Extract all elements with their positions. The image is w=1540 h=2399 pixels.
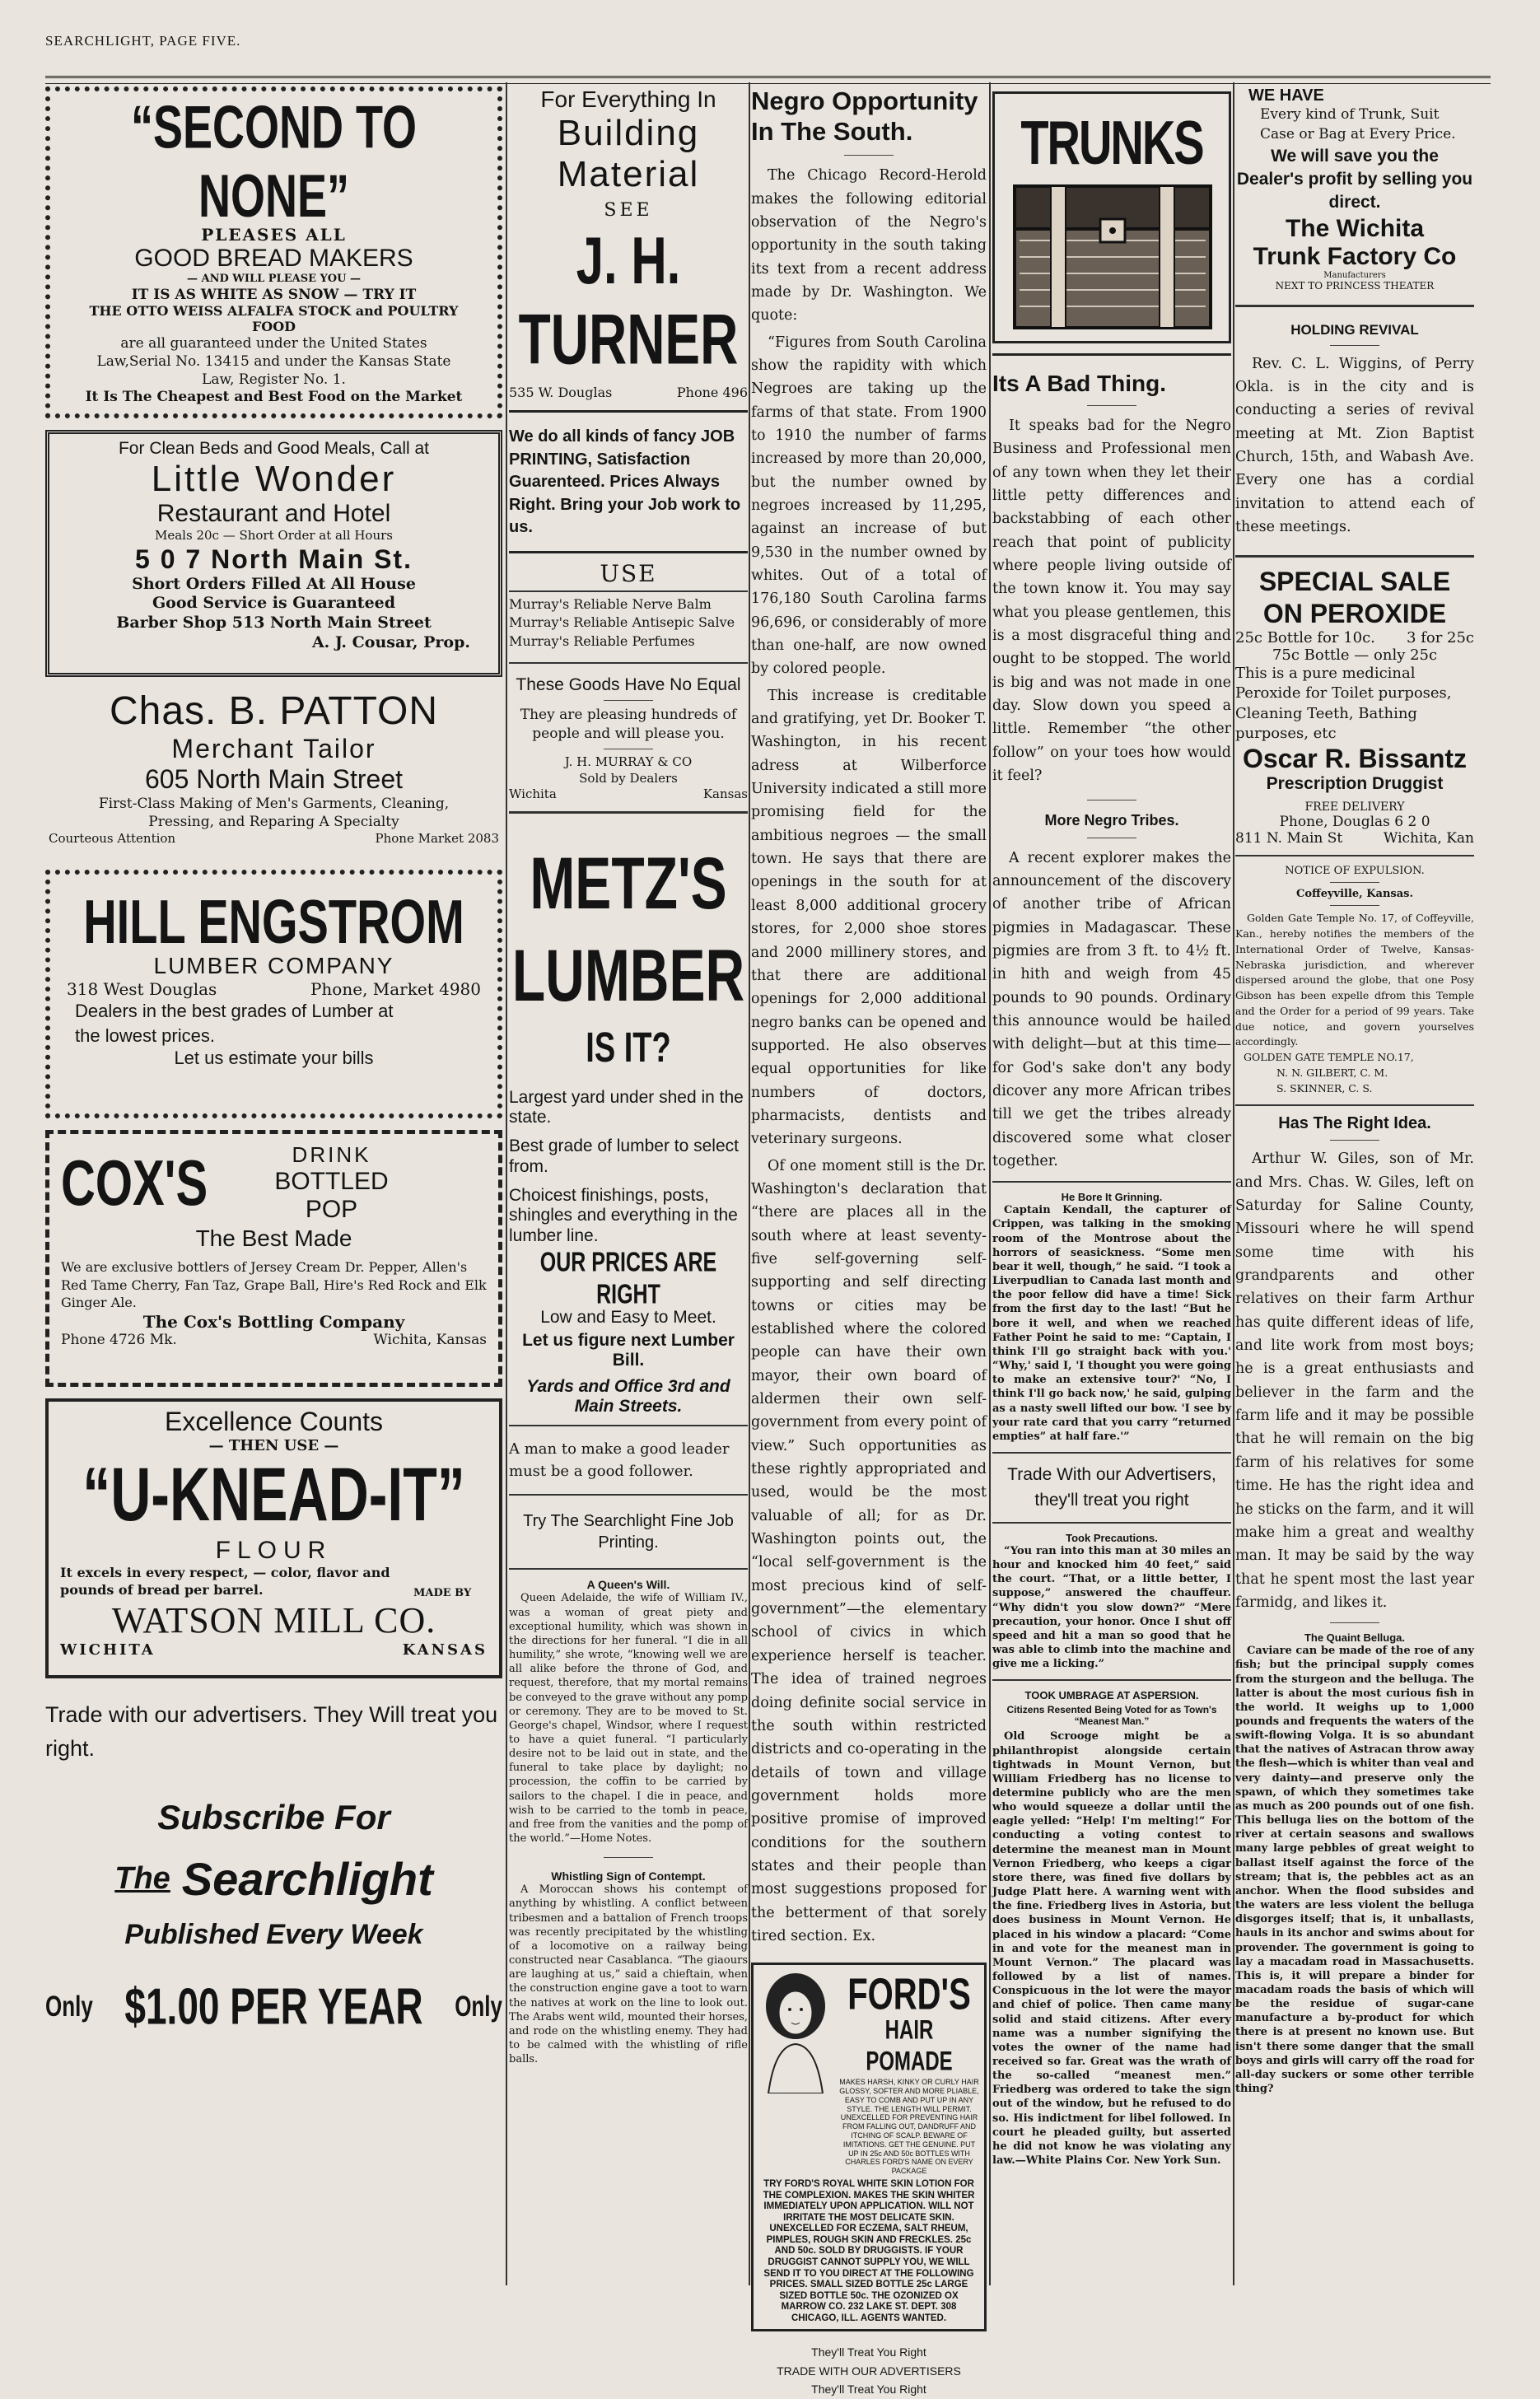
- article-body: Captain Kendall, the capturer of Crippen, was talking in the smoking room of the Montrose about the horrors of seasickness. “Some men bear it well, though,” he said. “I took a Liverpudlian to Canada last month and the poor fellow did have a time! Sick from the first day to the last! “But he bore it well, and when we reached Father Point he said to me: “Captain, I think I'll go straight back with you.' “Why,' said I, 'I thought you were going to make an extensive tour?' “No, I think I'll go back now,' he said, gulping as a nasty swell lifted our bow. 'I see by your rate card that you carry “returned empties” at half fare.'”: [992, 1204, 1231, 1443]
- peroxide-ad: [1235, 566, 1474, 847]
- little-wonder-ad: [45, 430, 502, 677]
- murray-ad: [509, 560, 748, 803]
- ad-text: 3 for 25c: [1407, 629, 1474, 647]
- ad-title: FORD'S: [847, 1970, 971, 2019]
- ad-title: TURNER: [518, 299, 739, 380]
- ad-title: HILL ENGSTROM: [83, 885, 464, 957]
- metz-lumber-ad: [509, 822, 748, 1417]
- footer-line: TRADE WITH OUR ADVERTISERS: [777, 2364, 961, 2378]
- subscribe-ad: [45, 1798, 502, 2036]
- ad-text: LUMBER COMPANY: [153, 953, 394, 978]
- ad-text: Building: [557, 113, 700, 153]
- ad-text: The Best Made: [195, 1225, 352, 1251]
- ad-text: Wichita, Kan: [1383, 830, 1474, 847]
- ad-title: ON PEROXIDE: [1262, 598, 1447, 628]
- ad-text: J. H. MURRAY & CO: [564, 754, 693, 770]
- ad-text: Every kind of Trunk, Suit Case or Bag at Every Price.: [1260, 106, 1456, 142]
- article-body: Caviare can be made of the roe of any fish; but the principal supply comes from the sturgeon and the belluga. The latter is about the most curious fish in the world. It weighs up to 1,000 pounds and frequents the waters of the swift-flowing Volga. It is so abundant that the natives of Astracan throw away the flesh—which is whiter than veal and very dainty—and preserve only the spawn, of which they sometimes take as much as 200 pounds out of one fish. This belluga lies on the bottom of the river at certain seasons and swallows many large pebbles of great weight to ballast itself against the force of the stream; that is, the pebbles act as an anchor. When the flood subsides and the waters are less violent the belluga disgorges itself; that is, it unballasts, hauls in its anchor and swims about for provender. The government is going to lay a macadam road in Massachusetts. This is, it will prepare a binder for macadam roads the basis of which will be the residue of sugar-cane manufacture a by-product for which there is at present no known use. But isn't there some danger that the small boys and girls will carry off the road for all-day suckers or some other terrible thing?: [1235, 1645, 1474, 2096]
- column-divider: [1233, 82, 1234, 2285]
- job-printing-ad: We do all kinds of fancy JOB PRINTING, Satisfaction Guarenteed. Prices Always Right. Bring your Job work to us.: [509, 410, 748, 553]
- article-headline: Negro Opportunity In The South.: [751, 86, 978, 146]
- ad-text: Phone 496: [676, 385, 748, 400]
- article-body: It speaks bad for the Negro Business and Professional men of any town when they let their little petty differences and backstabbing of each other reach that point of publicity where people living outside of the town know it. You may say what you please gentlemen, this is a most disgraceful thing and ought to be stopped. The world is big and was not made in one day. Slow down you speed a little. Remember “the other follow” on your toes how would it feel?: [992, 418, 1231, 785]
- ad-text: MADE BY: [413, 1586, 472, 1599]
- ad-text: Manufacturers: [1323, 270, 1386, 280]
- article-headline: More Negro Tribes.: [1044, 811, 1179, 828]
- ad-text: HAIR POMADE: [866, 2015, 953, 2077]
- ad-title: TRUNKS: [1020, 106, 1203, 178]
- ad-text: Best grade of lumber to select from.: [509, 1136, 739, 1176]
- ad-text: Prescription Druggist: [1266, 774, 1444, 794]
- ad-title: Searchlight: [181, 1853, 433, 1905]
- ad-text: Trunk Factory Co: [1253, 242, 1457, 270]
- ad-text: FREE DELIVERY: [1304, 800, 1405, 814]
- ad-text: TRY FORD'S ROYAL WHITE SKIN LOTION FOR THE COMPLEXION. MAKES THE SKIN WHITER IMMEDIATELY UPON APPLICATION. WILL NOT IRRITATE THE MOST DELICATE SKIN. UNEXCELLED FOR ECZEMA, SALT RHEUM, PIMPLES, ROUGH SKIN AND FRECKLES. 25c AND 50c. SOLD BY DRUGGISTS. IF YOUR DRUGGIST CANNOT SUPPLY YOU, WE WILL SEND IT TO YOU DIRECT AT THE FOLLOWING PRICES. SMALL SIZED BOTTLE 25c LARGE SIZED BOTTLE 50c. THE OZONIZED OX MARROW CO. 232 LAKE ST. DEPT. 308 CHICAGO, ILL. AGENTS WANTED.: [763, 2179, 975, 2323]
- ad-text: Choicest finishings, posts, shingles and everything in the lumber line.: [509, 1185, 738, 1246]
- otto-weiss-ad: [45, 86, 502, 418]
- article-subtitle: Coffeyville, Kansas.: [1296, 888, 1413, 901]
- ad-title: Little Wonder: [151, 459, 397, 499]
- column-divider: [989, 82, 991, 2285]
- ad-text: It Is The Cheapest and Best Food on the Market: [85, 389, 463, 406]
- ad-text: First-Class Making of Men's Garments, Cleaning, Pressing, and Reparing A Specialty: [98, 796, 450, 831]
- ad-text: Barber Shop 513 North Main Street: [116, 614, 432, 632]
- trunks-ad-illustration: [992, 91, 1231, 343]
- ad-text: THE OTTO WEISS ALFALFA STOCK and POULTRY FOOD: [89, 302, 459, 334]
- turner-ad: [509, 86, 748, 400]
- ad-text: Let us estimate your bills: [174, 1048, 374, 1069]
- ad-text: Sold by Dealers: [579, 770, 678, 786]
- ad-text: 811 N. Main St: [1235, 830, 1343, 847]
- ad-text: BOTTLED: [274, 1168, 389, 1195]
- footer-line: They'll Treat You Right: [811, 2345, 926, 2359]
- article-paragraph: This increase is creditable and gratifying, yet Dr. Booker T. Washington, in his recent adress at Wilberforce University indicated a still more promising field for the ambitious negroes — the small town. He says that there are openings in the south for at least 8,000 additional grocery stores, for 2,000 shoe stores and 2000 millinery stores, and that there are additional openings for 2,000 additional negro banks can be opened and supported. He also observes equal opportunities for like numbers of doctors, pharmacists, dentists and veterinary surgeons.: [751, 687, 987, 1148]
- cox-bottling-ad: [45, 1130, 502, 1387]
- ad-text: The: [114, 1861, 170, 1896]
- ad-title: SPECIAL SALE: [1258, 567, 1451, 597]
- ad-text: SEE: [604, 200, 653, 221]
- article-body: [751, 164, 987, 1948]
- product-line: Murray's Reliable Nerve Balm: [509, 595, 712, 612]
- ad-title: METZ'S: [530, 841, 727, 924]
- ad-text: MAKES HARSH, KINKY OR CURLY HAIR GLOSSY, SOFTER AND MORE PLIABLE, EASY TO COMB AND PUT UP IN ANY STYLE. THE LENGTH WILL PERMIT. UNEXCELLED FOR PREVENTING HAIR FROM FALLING OUT, DANDRUFF AND ITCHING OF SCALP. BEWARE OF IMITATIONS. GET THE GENUINE. PUT UP IN 25c AND 50c BOTTLES WITH CHARLES FORD'S NAME ON EVERY PACKAGE: [839, 2078, 979, 2176]
- ad-text: Phone Market 2083: [375, 831, 499, 847]
- ad-text: For Everything In: [540, 86, 716, 112]
- ad-text: Courteous Attention: [49, 831, 176, 847]
- column-3: [751, 86, 987, 2397]
- ad-text: NEXT TO PRINCESS THEATER: [1275, 279, 1435, 292]
- column-5: [1235, 86, 1474, 2285]
- article-body: A recent explorer makes the announcement of the discovery of another tribe of African pigmies in Madagascar. These pigmies are from 3 ft. to 4½ ft. in hith and weigh from 45 pounds to 90 pounds. Ordinary this announce would be hailed with delight—but at this time—for God's sake don't any body dicover any more African tribes till we get the tribes already discovered some what closer together.: [992, 849, 1231, 1169]
- ad-text: DRINK: [292, 1142, 371, 1167]
- ad-text: They are pleasing hundreds of people and will please you.: [520, 707, 737, 743]
- column-2: [509, 86, 748, 2285]
- signature-line: N. N. GILBERT, C. M.: [1276, 1066, 1388, 1079]
- product-line: Murray's Reliable Antisepic Salve: [509, 614, 735, 631]
- ad-text: Good Service is Guaranteed: [152, 594, 396, 613]
- column-1: [45, 86, 502, 2285]
- ad-text: Low and Easy to Meet.: [540, 1307, 716, 1327]
- article-paragraph: The Chicago Record-Herold makes the following editorial observation of the Negro's opportunity in the south taking its text from a recent address made by Dr. Washington. We quote:: [751, 167, 987, 324]
- ad-text: OUR PRICES ARE RIGHT: [539, 1246, 717, 1310]
- ad-text: 605 North Main Street: [144, 764, 404, 794]
- ad-text: Largest yard under shed in the state.: [509, 1087, 744, 1127]
- ad-text: Meals 20c — Short Order at all Hours: [155, 528, 393, 543]
- ad-text: We will save you the Dealer's profit by selling you direct.: [1236, 146, 1473, 212]
- ad-text: We are exclusive bottlers of Jersey Cream Dr. Pepper, Allen's Red Tame Cherry, Fan Taz, Grape Ball, Hire's Red Rock and Elk Ginger Ale.: [61, 1259, 487, 1311]
- ad-text: Only: [45, 1989, 93, 2023]
- product-line: Murray's Reliable Perfumes: [509, 632, 695, 649]
- ad-text: Excellence Counts: [164, 1407, 384, 1436]
- ad-text: The Cox's Bottling Company: [142, 1311, 405, 1332]
- ad-text: WE HAVE: [1248, 86, 1324, 105]
- article-headline: Has The Right Idea.: [1278, 1114, 1431, 1133]
- article-headline: HOLDING REVIVAL: [1290, 321, 1419, 338]
- column-4: [992, 86, 1231, 2285]
- article-title: TOOK UMBRAGE AT ASPERSION.: [1024, 1689, 1199, 1702]
- article-title: A Queen's Will.: [586, 1578, 670, 1592]
- ad-text: It excels in every respect, — color, flavor and pounds of bread per barrel.: [60, 1565, 390, 1598]
- ad-text: Published Every Week: [124, 1919, 423, 1950]
- ad-text: are all guaranteed under the United States Law,Serial No. 13415 and under the Kansas State Law, Register No. 1.: [96, 334, 451, 389]
- ad-text: Material: [557, 154, 700, 194]
- ad-text: The Wichita: [1285, 214, 1425, 242]
- footer-line: They'll Treat You Right: [811, 2383, 926, 2397]
- ad-text: — THEN USE —: [208, 1437, 339, 1454]
- article-subtitle: Citizens Resented Being Voted for as Town's “Meanest Man.”: [1006, 1704, 1217, 1728]
- ad-text: 318 West Douglas: [67, 979, 217, 999]
- ad-text: A. J. Cousar, Prop.: [311, 632, 470, 651]
- article-title: The Quaint Belluga.: [1304, 1631, 1406, 1645]
- ad-text: Let us figure next Lumber Bill.: [522, 1330, 735, 1370]
- ad-text: GOOD BREAD MAKERS: [134, 245, 413, 272]
- ad-text: For Clean Beds and Good Meals, Call at: [118, 439, 430, 458]
- ad-title: LUMBER: [511, 933, 745, 1016]
- ad-text: This is a pure medicinal Peroxide for Toilet purposes, Cleaning Teeth, Bathing purposes, etc: [1235, 665, 1452, 743]
- trade-notice: Trade with our advertisers. They Will treat you right.: [45, 1702, 498, 1761]
- ad-text: $1.00 PER YEAR: [124, 1977, 423, 2036]
- ad-text: Phone, Market 4980: [310, 979, 481, 999]
- ad-text: Wichita, Kansas: [373, 1331, 487, 1348]
- ad-text: IT IS AS WHITE AS SNOW — TRY IT: [131, 286, 417, 303]
- article-body: Queen Adelaide, the wife of William IV., was a woman of great piety and exceptional humility, which was shown in the directions for her funeral. “I die in all humility,” she wrote, “knowing well we are all alike before the throne of God, and request, therefore, that my mortal remains be conveyed to the grave without any pomp or ceremony. They are to be moved to St. George's chapel, Windsor, where I request to have a quiet funeral. “I particularly desire not to be laid out in state, and the funeral to take place by daylight; no procession, the coffin to be carried by sailors to the chapel. I die in peace, and wish to be carried to the tomb in peace, and free from the vanities and the pomp of the world.”—Home Notes.: [509, 1592, 748, 1846]
- article-title: Whistling Sign of Contempt.: [551, 1869, 706, 1883]
- trade-notice: Trade With our Advertisers, they'll treat you right: [1007, 1464, 1216, 1510]
- ad-text: Merchant Tailor: [171, 734, 376, 763]
- article-body: A Moroccan shows his contempt of anything by whistling. A conflict between tribesmen and a battalion of French troops was recently precipitated by the whistling of a locomotive on a railway being constructed near Casablanca. “The giaours are laughing at us,” said a chieftain, when the construction engine gave a toot to warn the natives at work on the line to look out. The Arabs went wild, mounted their horses, and rode on the whistling enemy. They had to be calmed with the whistling of rifle balls.: [509, 1883, 748, 2066]
- signature-line: S. SKINNER, C. S.: [1276, 1081, 1373, 1094]
- article-body: Rev. C. L. Wiggins, of Perry Okla. is in the city and is conducting a series of revival meeting at Mt. Zion Baptist Church, 15th, and Wabash Ave. Every one has a cordial invitation to attend each of these meetings.: [1235, 355, 1474, 536]
- article-title: Took Precautions.: [1066, 1531, 1158, 1544]
- ad-text: Only: [455, 1989, 502, 2023]
- trunk-factory-ad: [1235, 86, 1474, 292]
- ad-text: IS IT?: [586, 1024, 671, 1071]
- article-body: Golden Gate Temple No. 17, of Coffeyville, Kan., hereby notifies the members of the International Order of Twelve, Kansas-Nebraska jurisdiction, and wherever dispersed around the globe, that one Posy Gibson has been expelle dfrom this Temple and the Order for a period of 99 years. Take due notice, and govern yourselves accordingly.: [1235, 912, 1474, 1048]
- ad-text: Restaurant and Hotel: [156, 500, 391, 527]
- ad-text: PLEASES ALL: [201, 225, 347, 245]
- column-divider: [506, 82, 507, 2285]
- article-paragraph: Of one moment still is the Dr. Washington's declaration that “there are places all in the south where at least seventy-five self-governing self-supporting and self directing towns or cities may be established where the colored people can have their own mayor, their own board of aldermen their own self-government from every point of view.” Such opportunities as these rightly appropriated and used, would be the most valuable of all; for as Dr. Washington points out, the “local self-government is the most precious kind of self-government”—the elementary school of civics in which experience herself is teacher. The idea of trained negroes doing definite social service in the south within restricted districts and co-operating in the details of town and village government holds more positive promise of improved conditions for the southern states and their people than most suggestions proposed for the betterment of that sorely tired section. Ex.: [751, 1157, 987, 1944]
- patton-ad: [45, 688, 502, 870]
- ad-text: Wichita: [509, 786, 557, 802]
- ad-text: Kansas: [702, 786, 748, 802]
- article-headline: Its A Bad Thing.: [992, 371, 1167, 396]
- trunk-icon: [1011, 183, 1214, 331]
- ad-text: POP: [305, 1196, 358, 1223]
- hill-engstrom-ad: [45, 870, 502, 1118]
- ad-text: — AND WILL PLEASE YOU —: [187, 273, 361, 285]
- page-header: SEARCHLIGHT, PAGE FIVE.: [45, 33, 241, 49]
- ad-text: 535 W. Douglas: [509, 385, 613, 400]
- ad-text: USE: [600, 559, 657, 587]
- leader-quote: A man to make a good leader must be a good follower.: [509, 1440, 730, 1481]
- ad-title: J. H.: [576, 223, 681, 298]
- ford-pomade-ad: [751, 1963, 987, 2331]
- article-title: NOTICE OF EXPULSION.: [1285, 865, 1425, 878]
- article-title: He Bore It Grinning.: [1061, 1191, 1163, 1204]
- ad-text: 5 0 7 North Main St.: [135, 544, 413, 574]
- printing-notice: Try The Searchlight Fine Job Printing.: [523, 1512, 734, 1552]
- article-body: Old Scrooge might be a philanthropist alongside certain tightwads in Mount Vernon, but William Friedberg has no license to determine publicly who are the men who would squeeze a dollar until the eagle yelled: “Help! I'm melting!” For conducting a voting contest to determine the meanest man in Mount Vernon Friedberg, who keeps a cigar store there, was fined five dollars by Judge Platt here. A warning went with the fine. Friedberg lives in Astoria, but does business in Mount Vernon. He placed in his window a placard: “Come in and vote for the meanest man in Mount Vernon.” The placard was followed by a list of names. Conspicuous in the lot were the mayor and chief of police. Then came many solid and staid citizens. After every name was a number signifying the votes the owner of the name had received so far. Great was the wrath of the so-called “meanest men.” Friedberg was ordered to take the sign out of the window, but he refused to do so. His indictment for libel followed. In court he pleaded guilty, but asserted he did not know he was violating any law.—White Plains Cor. New York Sun.: [992, 1730, 1231, 2168]
- article-paragraph: “Figures from South Carolina show the rapidity with which Negroes are taking up the farms of that state. From 1900 to 1910 the number of farms increased by more than 20,000, but the number owned by negroes increased by 11,295, against an increase of but 9,530 in the number owned by whites. Out of a total of 176,180 South Carolina farms 96,696, or considerably of more than one-half, are now owned by colored people.: [751, 334, 987, 678]
- ad-text: Phone, Douglas 6 2 0: [1279, 814, 1430, 831]
- ad-text: KANSAS: [402, 1641, 488, 1659]
- ad-text: Subscribe For: [157, 1798, 390, 1837]
- ad-text: 75c Bottle — only 25c: [1272, 646, 1438, 665]
- ad-title: “U-KNEAD-IT”: [82, 1452, 465, 1538]
- header-rule: [45, 76, 1491, 84]
- ad-text: Short Orders Filled At All House: [132, 574, 416, 593]
- ad-text: 25c Bottle for 10c.: [1235, 629, 1375, 647]
- ad-text: WICHITA: [60, 1641, 156, 1659]
- ad-text: Yards and Office 3rd and Main Streets.: [526, 1377, 730, 1417]
- woman-portrait-icon: [758, 1970, 833, 2093]
- ad-title: COX'S: [61, 1146, 208, 1220]
- ad-text: Phone 4726 Mk.: [61, 1331, 177, 1348]
- article-body: “You ran into this man at 30 miles an hour and knocked him 40 feet,” said the court. “That, or a little better, I suppose,” answered the chauffeur. “Why didn't you slow down?” “Mere precaution, your honor. Once I shut off speed and hit a man so good that he was able to climb into the machine and give me a licking.”: [992, 1544, 1231, 1671]
- ad-text: WATSON MILL CO.: [111, 1599, 436, 1641]
- signature-line: GOLDEN GATE TEMPLE NO.17,: [1244, 1051, 1414, 1064]
- ad-text: Dealers in the best grades of Lumber at the lowest prices.: [75, 1001, 394, 1046]
- column-divider: [749, 82, 750, 2285]
- ad-text: These Goods Have No Equal: [516, 675, 741, 695]
- ad-title: Chas. B. PATTON: [109, 689, 439, 733]
- watson-mill-ad: [45, 1398, 502, 1678]
- ad-text: FLOUR: [215, 1537, 333, 1564]
- article-body: Arthur W. Giles, son of Mr. and Mrs. Chas. W. Giles, left on Saturday for Saline County, Missouri where he will spend some time with his grandparents and other relatives on their farm Arthur has quite different ideas of life, and lite work from most boys; he is a great enthusiasts and believer in the farm and the farm life and it may be possible that he will remain on the big farm of his relatives for some time. He has the right idea and he sticks on the farm, and it will make him a great and wealthy man. It may be said by the way that he spent most the last year farmidg, and likes it.: [1235, 1150, 1474, 1611]
- ad-headline: “SECOND TO NONE”: [130, 94, 418, 231]
- ad-text: Oscar R. Bissantz: [1242, 744, 1468, 774]
